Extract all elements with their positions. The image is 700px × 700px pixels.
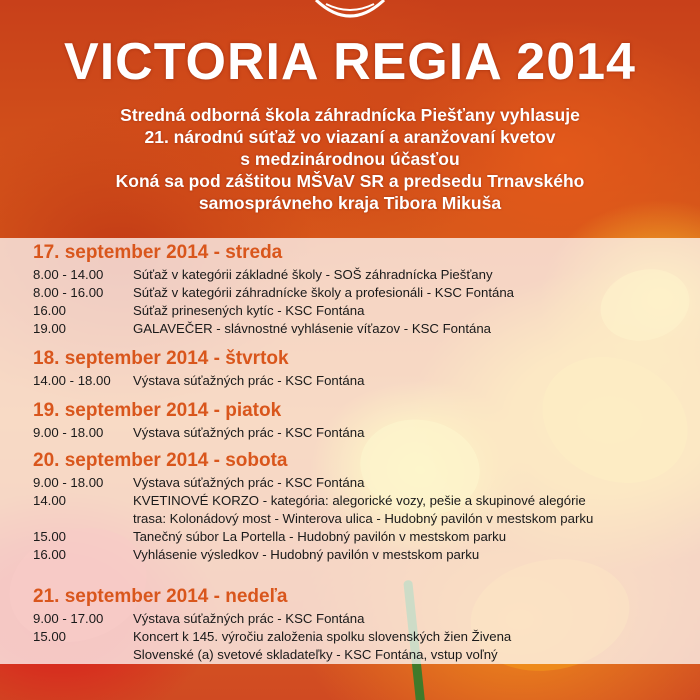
event-description: trasa: Kolonádový most - Winterova ulica - Hudobný pavilón v mestskom parku [133,511,594,526]
event-row [33,284,700,302]
day-heading: 17. september 2014 - streda [33,242,283,263]
event-row [33,474,700,492]
event-row [33,610,700,628]
event-description: Koncert k 145. výročiu založenia spolku slovenských žien Živena [133,629,512,644]
event-description: Súťaž prinesených kytíc - KSC Fontána [133,303,365,318]
event-time: 15.00 [33,529,67,544]
event-description: Tanečný súbor La Portella - Hudobný pavilón v mestskom parku [133,529,507,544]
event-time: 9.00 - 18.00 [33,475,104,490]
event-row [33,528,700,546]
event-description: Výstava súťažných prác - KSC Fontána [133,425,365,440]
intro-line: Koná sa pod záštitou MŠVaV SR a predsedu Trnavského [115,171,585,191]
event-row [33,372,700,390]
schedule-panel [0,238,700,664]
event-row [33,302,700,320]
event-time: 14.00 - 18.00 [33,373,111,388]
event-time: 8.00 - 16.00 [33,285,104,300]
day-block [0,448,700,564]
event-time: 15.00 [33,629,67,644]
event-row [33,510,700,528]
event-description: Výstava súťažných prác - KSC Fontána [133,611,365,626]
day-block [0,240,700,338]
event-row [33,266,700,284]
day-block [0,584,700,664]
intro-line: 21. národnú súťaž vo viazaní a aranžovaní kvetov [144,127,556,147]
event-description: GALAVEČER - slávnostné vyhlásenie víťazov - KSC Fontána [133,321,491,336]
day-heading: 19. september 2014 - piatok [33,400,282,421]
event-time: 14.00 [33,493,67,508]
event-description: KVETINOVÉ KORZO - kategória: alegorické vozy, pešie a skupinové alegórie [133,493,586,508]
event-time [33,646,133,664]
event-time: 9.00 - 17.00 [33,611,104,626]
event-row [33,320,700,338]
event-row [33,546,700,564]
event-description: Výstava súťažných prác - KSC Fontána [133,475,365,490]
event-row [33,492,700,510]
event-time: 16.00 [33,303,67,318]
event-description: Súťaž v kategórii záhradnícke školy a profesionáli - KSC Fontána [133,285,514,300]
day-heading: 21. september 2014 - nedeľa [33,586,288,607]
event-time: 16.00 [33,547,67,562]
poster-title: VICTORIA REGIA 2014 [64,33,636,91]
event-description: Výstava súťažných prác - KSC Fontána [133,373,365,388]
event-description: Slovenské (a) svetové skladateľky - KSC Fontána, vstup voľný [133,647,498,662]
lotus-logo-icon [312,0,388,22]
day-heading: 20. september 2014 - sobota [33,450,288,471]
event-time: 19.00 [33,321,67,336]
event-time [33,510,133,528]
event-description: Súťaž v kategórii základné školy - SOŠ záhradnícka Piešťany [133,267,493,282]
event-time: 8.00 - 14.00 [33,267,104,282]
day-block [0,398,700,442]
intro-text [40,104,660,214]
day-block [0,346,700,390]
intro-line: Stredná odborná škola záhradnícka Piešťany vyhlasuje [120,105,580,125]
intro-line: samosprávneho kraja Tibora Mikuša [198,193,502,213]
day-heading: 18. september 2014 - štvrtok [33,348,289,369]
event-row [33,628,700,646]
intro-line: s medzinárodnou účasťou [240,149,460,169]
event-time: 9.00 - 18.00 [33,425,104,440]
event-description: Vyhlásenie výsledkov - Hudobný pavilón v mestskom parku [133,547,480,562]
event-row [33,424,700,442]
event-row [33,646,700,664]
